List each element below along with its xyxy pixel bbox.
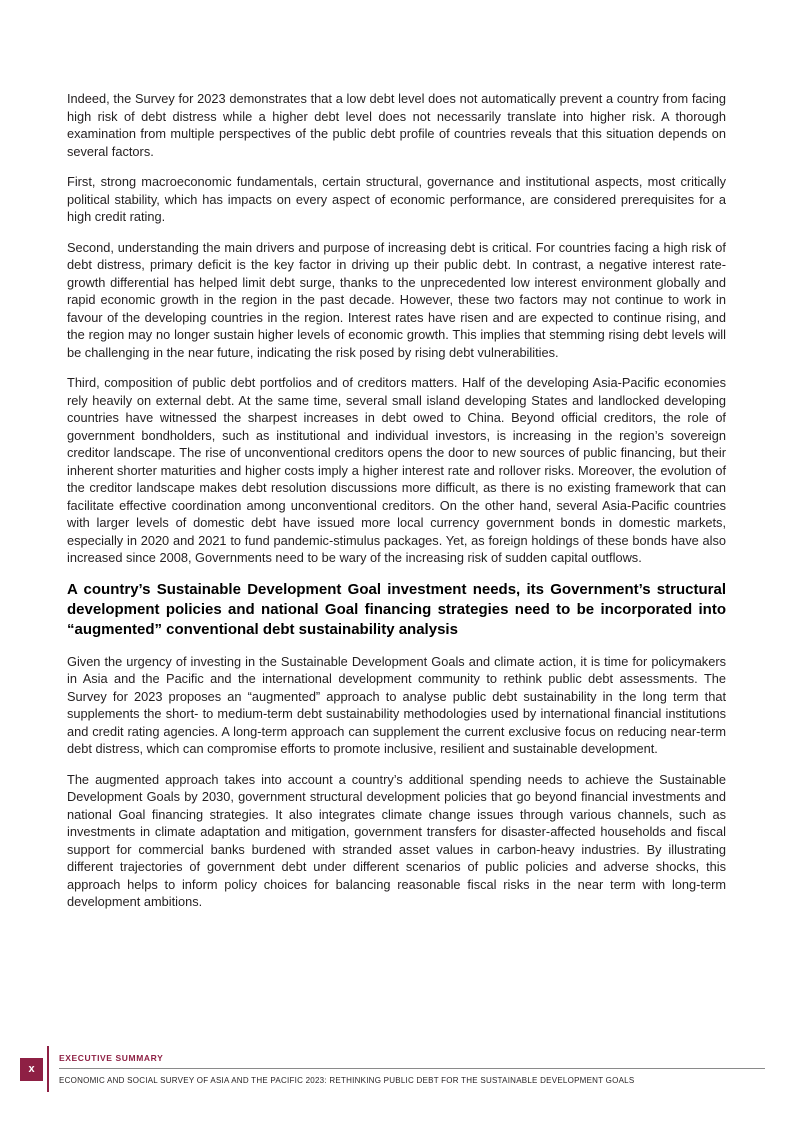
- paragraph: The augmented approach takes into account a country’s additional spending needs to achieve the Sustainable Development Goals by 2030, government structural development policies that go beyond financial investments and national Goal financing strategies. It also integrates climate change issues through various channels, such as investments in climate adaptation and mitigation, government transfers for disaster-affected households and fiscal support for commercial banks burdened with stranded asset values in carbon-heavy industries. By illustrating different trajectories of government debt under different scenarios of public policies and adverse shocks, this approach helps to inform policy choices for balancing reasonable fiscal risks in the near term with long-term development ambitions.: [67, 771, 726, 909]
- footer-divider-horizontal: [59, 1068, 765, 1069]
- paragraph: Second, understanding the main drivers and purpose of increasing debt is critical. For countries facing a high risk of debt distress, primary deficit is the key factor in driving up their public debt. In contrast, a negative interest rate-growth differential has helped limit debt surge, thanks to the unprecedented low interest environment globally and rapid economic growth in the region in the past decade. However, these two factors may not continue to work in favour of the developing countries in the region. Interest rates have risen and are expected to continue rising, and the region may no longer sustain higher levels of economic growth. This implies that stemming rising debt levels will be challenging in the near future, indicating the risk posed by rising debt vulnerabilities.: [67, 239, 726, 360]
- page-footer: [0, 1046, 793, 1092]
- footer-publication-title: ECONOMIC AND SOCIAL SURVEY OF ASIA AND THE PACIFIC 2023: RETHINKING PUBLIC DEBT FOR THE SUSTAINABLE DEVELOPMENT GOALS: [59, 1076, 635, 1085]
- paragraph: Indeed, the Survey for 2023 demonstrates that a low debt level does not automatically prevent a country from facing high risk of debt distress while a higher debt level does not necessarily translate into higher risk. A thorough examination from multiple perspectives of the public debt profile of countries reveals that this situation depends on several factors.: [67, 91, 726, 159]
- footer-left-block: [20, 1046, 59, 1092]
- footer-right-block: [59, 1053, 793, 1085]
- section-heading: A country’s Sustainable Development Goal investment needs, its Government’s structural development policies and national Goal financing strategies need to be incorporated into “augmented” conventional debt sustainability analysis: [67, 580, 726, 638]
- footer-section-label: EXECUTIVE SUMMARY: [59, 1053, 164, 1063]
- paragraph: First, strong macroeconomic fundamentals, certain structural, governance and institutional aspects, most critically political stability, which has impacts on every aspect of economic performance, are considered prerequisites for a high credit rating.: [67, 174, 726, 224]
- page-number: x: [28, 1063, 35, 1075]
- footer-divider-vertical: [47, 1046, 49, 1092]
- page-body: [67, 90, 726, 924]
- page-number-badge: [20, 1058, 43, 1081]
- paragraph: Third, composition of public debt portfolios and of creditors matters. Half of the developing Asia-Pacific economies rely heavily on external debt. At the same time, several small island developing States and landlocked developing countries have witnessed the sharpest increases in debt owed to China. Beyond official creditors, the role of government bondholders, such as institutional and individual investors, is increasing in the region’s sovereign creditor landscape. The rise of unconventional creditors opens the door to new sources of public financing, but their inherent shorter maturities and higher costs imply a higher interest rate and rollover risks. Moreover, the evolution of the creditor landscape makes debt resolution discussions more difficult, as there is no existing framework that can facilitate effective coordination among unconventional creditors. On the other hand, several Asia-Pacific countries with larger levels of domestic debt have issued more local currency government bonds in domestic markets, especially in 2020 and 2021 to fund pandemic-stimulus packages. Yet, as foreign holdings of these bonds have also increased since 2008, Governments need to be wary of the increasing risk of sudden capital outflows.: [67, 375, 726, 565]
- paragraph: Given the urgency of investing in the Sustainable Development Goals and climate action, it is time for policymakers in Asia and the Pacific and the international development community to rethink public debt assessments. The Survey for 2023 proposes an “augmented” approach to analyse public debt sustainability in the long term that supplements the short- to medium-term debt sustainability methodologies used by international financial institutions and credit rating agencies. A long-term approach can supplement the current exclusive focus on reducing near-term debt distress, which can compromise efforts to promote inclusive, resilient and sustainable development.: [67, 653, 726, 756]
